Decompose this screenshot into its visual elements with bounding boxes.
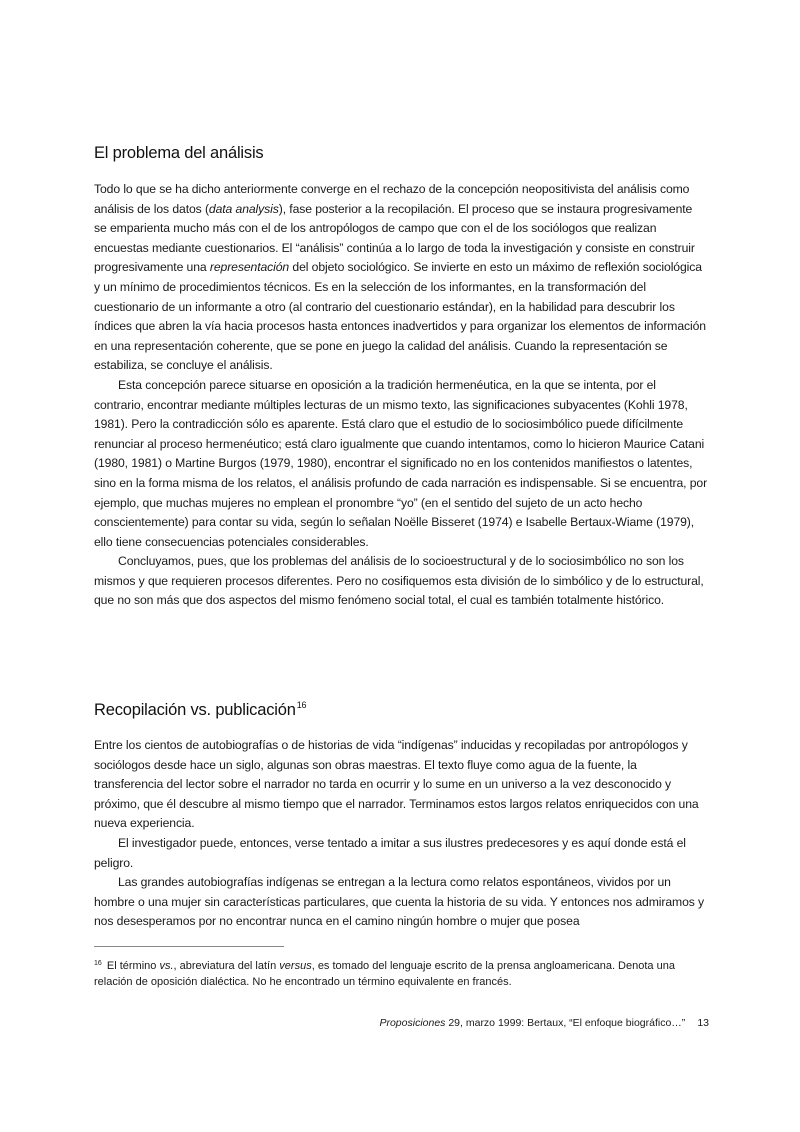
paragraph <box>94 180 708 376</box>
paragraph: El investigador puede, entonces, verse tentado a imitar a sus ilustres predecesores y es aquí donde está el peligro. <box>94 835 686 870</box>
footnote-number: 16 <box>94 960 102 967</box>
section-heading-collection <box>94 700 306 720</box>
heading-text: Recopilación vs. publicación <box>94 701 296 719</box>
footnote-marker: 16 <box>296 700 307 710</box>
text-run: , abreviatura del latín <box>173 960 280 972</box>
text-run: Todo lo que se ha dicho anteriormente converge en el rechazo de la concepción neopositivista del análisis como análisis de los datos ( <box>94 182 690 216</box>
paragraph: Esta concepción parece situarse en oposición a la tradición hermenéutica, en la que se intenta, por el contrario, encontrar mediante múltiples lecturas de un mismo texto, las significaciones subyacentes (Kohli 1978, 1981). Pero la contradicción sólo es aparente. Está claro que el estudio de lo sociosimbólico puede difícilmente renunciar al proceso hermenéutico; está claro igualmente que cuando intentamos, como lo hicieron Maurice Catani (1980, 1981) o Martine Burgos (1979, 1980), encontrar el significado no en los contenidos manifiestos o latentes, sino en la forma misma de los relatos, el análisis profundo de cada narración es indispensable. Si se encuentra, por ejemplo, que muchas mujeres no emplean el pronombre “yo” (en el sentido del sujeto de un acto hecho conscientemente) para contar su vida, según lo señalan Noëlle Bisseret (1974) e Isabelle Bertaux-Wiame (1979), ello tiene consecuencias potenciales considerables. <box>94 377 708 549</box>
italic-term: versus <box>279 960 312 972</box>
text-run: El término <box>103 960 160 972</box>
footnote <box>94 956 708 990</box>
section-body-analysis <box>94 180 708 611</box>
italic-term: vs. <box>159 960 174 972</box>
footer-citation: 29, marzo 1999: Bertaux, “El enfoque biográfico…” <box>445 1017 686 1029</box>
text-run: ), fase posterior a la recopilación. El proceso que se instaura progresivamente se emparienta mucho más con el de los antropólogos de campo que con el de los sociólogos que realizan encuestas mediante cuestionarios. El “análisis” continúa a lo largo de toda la investigación y consiste en construir progresivamente una <box>94 201 695 275</box>
footnote-divider <box>94 946 284 947</box>
section-body-collection <box>94 736 708 932</box>
italic-term: representación <box>209 260 290 275</box>
journal-name: Proposiciones <box>379 1017 446 1029</box>
paragraph: Las grandes autobiografías indígenas se entregan a la lectura como relatos espontáneos, vividos por un hombre o una mujer sin características particulares, que cuenta la historia de su vida. Y entonces nos admiramos y nos desesperamos por no encontrar nunca en el camino ningún hombre o mujer que posea <box>94 875 705 929</box>
section-heading-analysis: El problema del análisis <box>94 144 264 162</box>
page-number: 13 <box>697 1017 709 1029</box>
text-run: , es tomado del lenguaje escrito de la prensa angloamericana. Denota una relación de oposición dialéctica. No he encontrado un término equivalente en francés. <box>94 960 675 988</box>
page-footer <box>379 1017 709 1029</box>
paragraph: Entre los cientos de autobiografías o de historias de vida “indígenas” inducidas y recopiladas por antropólogos y sociólogos desde hace un siglo, algunas son obras maestras. El texto fluye como agua de la fuente, la transferencia del lector sobre el narrador no tarda en ocurrir y lo sume en un universo a la vez desconocido y próximo, que él descubre al mismo tiempo que el narrador. Terminamos estos largos relatos enriquecidos con una nueva experiencia. <box>94 738 699 831</box>
paragraph: Concluyamos, pues, que los problemas del análisis de lo socioestructural y de lo sociosimbólico no son los mismos y que requieren procesos diferentes. Pero no cosifiquemos esta división de lo simbólico y de lo estructural, que no son más que dos aspectos del mismo fenómeno social total, el cual es también totalmente histórico. <box>94 554 704 608</box>
text-run: del objeto sociológico. Se invierte en esto un máximo de reflexión sociológica y un mínimo de procedimientos técnicos. Es en la selección de los informantes, en la transformación del cuestionario de un informante a otro (al contrario del cuestionario estándar), en la habilidad para descubrir los índices que abren la vía hacia procesos hasta entonces inadvertidos y para organizar los elementos de información en una representación coherente, que se pone en juego la calidad del análisis. Cuando la representación se estabiliza, se concluye el análisis. <box>94 260 706 373</box>
italic-term: data analysis <box>208 201 279 216</box>
